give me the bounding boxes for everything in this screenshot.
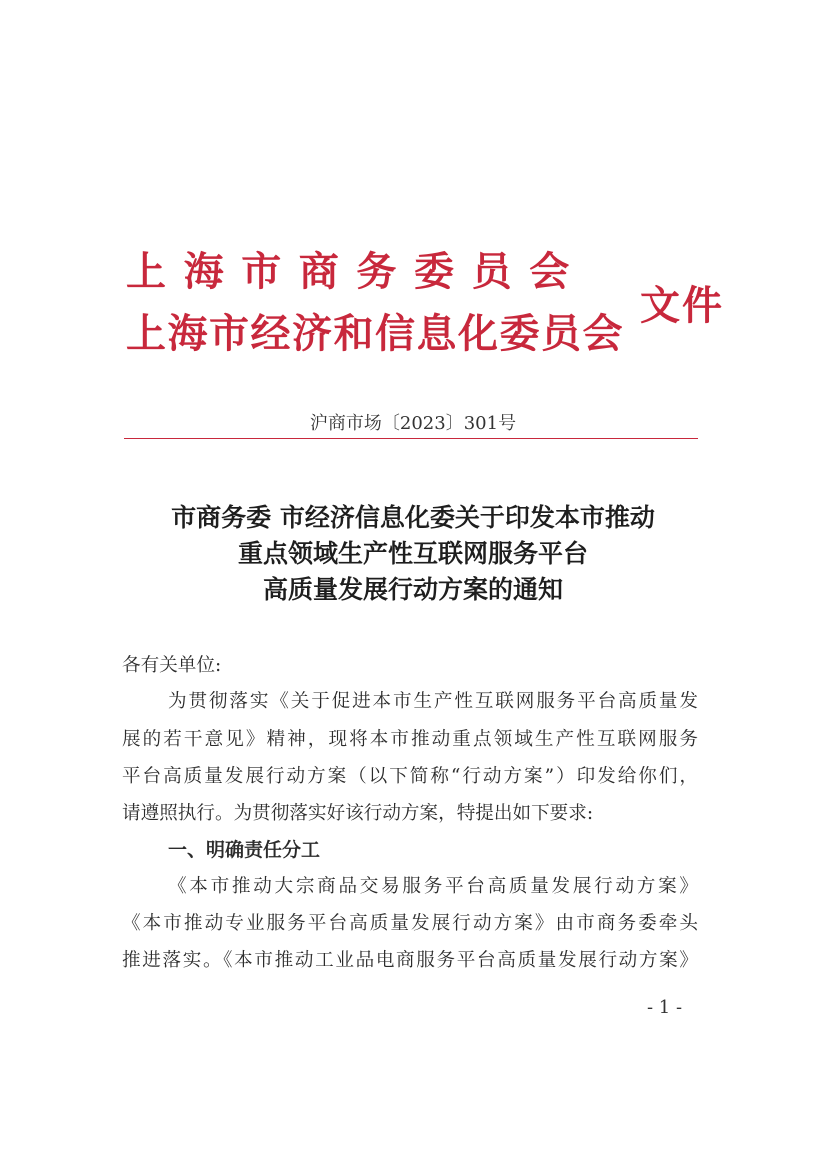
section-heading: 一、明确责任分工: [168, 839, 321, 861]
body-line: 请遵照执行。为贯彻落实好该行动方案，特提出如下要求:: [122, 803, 594, 824]
red-divider-line: [124, 438, 698, 439]
issuer-commerce-commission: 上海市商务委员会: [126, 248, 587, 295]
section-line: 《本市推动大宗商品交易服务平台高质量发展行动方案》: [168, 876, 698, 897]
page-number: - 1 -: [647, 997, 683, 1018]
title-line-3: 高质量发展行动方案的通知: [262, 575, 563, 604]
document-number: 沪商市场〔2023〕301号: [309, 413, 517, 434]
letterhead-document-label: 文件: [640, 282, 724, 329]
section-line: 《本市推动专业服务平台高质量发展行动方案》由市商务委牵头: [122, 913, 698, 934]
body-line: 展的若干意见》精神，现将本市推动重点领域生产性互联网服务: [122, 729, 698, 750]
section-line: 推进落实。《本市推动工业品电商服务平台高质量发展行动方案》: [122, 950, 698, 971]
body-line: 为贯彻落实《关于促进本市生产性互联网服务平台高质量发: [168, 691, 698, 712]
title-line-1: 市商务委 市经济信息化委关于印发本市推动: [171, 503, 655, 532]
salutation: 各有关单位:: [122, 655, 222, 676]
title-line-2: 重点领域生产性互联网服务平台: [237, 539, 588, 568]
issuer-economy-commission: 上海市经济和信息化委员会: [126, 310, 624, 357]
body-line: 平台高质量发展行动方案（以下简称“行动方案”）印发给你们，: [122, 766, 698, 787]
